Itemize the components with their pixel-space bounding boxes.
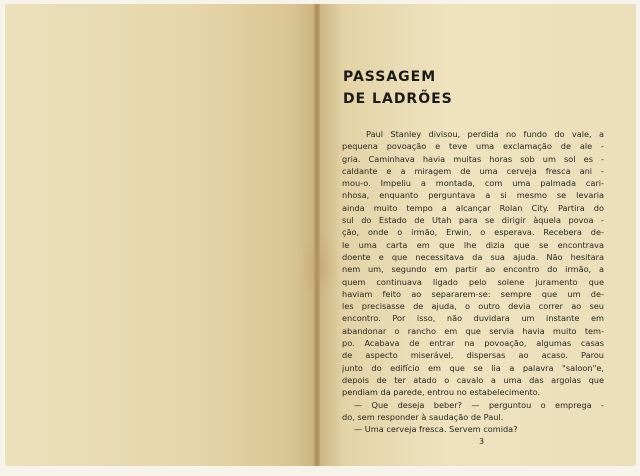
paper-stain [300,230,340,300]
page-number: 3 [479,437,485,446]
dialogue-line: — Uma cerveja fresca. Servem comida? [354,424,518,435]
text-line: de aspecto miserável, dispersas ao acaso. Parou [342,350,604,361]
text-line: pendiam da parede, entrou no estabelecimento. [342,387,541,398]
dialogue-line: — Que deseja beber? — perguntou o emprega - [354,399,604,410]
chapter-title [343,66,453,110]
text-line: pequena povoação e teve uma exclamação de ale - [342,141,604,152]
text-line: les precisasse de ajuda, o outro devia correr ao seu [342,301,604,312]
text-line: gria. Caminhava havia muitas horas sob um sol es - [342,153,604,164]
text-line: abandonar o rancho em que servia havia muito tem- [342,325,604,336]
dialogue-line: do, sem responder à saudação de Paul. [342,411,504,422]
text-line: encontro. Por isso, não duvidara um instante em [342,313,604,324]
chapter-title-line-1: PASSAGEM [343,69,437,85]
text-line: quem continuava ligado pelo solene juramento que [342,276,604,287]
text-line: junto do edifício em que se lia a palavra "saloon"e, [342,362,604,373]
text-line: Paul Stanley divisou, perdida no fundo do vale, a [366,129,604,139]
chapter-title-line-2: DE LADRÕES [343,91,453,107]
text-line: depois de ter atado o cavalo a uma das argolas que [342,374,604,385]
text-line: haviam feito ao separarem-se: sempre que um de- [342,288,604,299]
text-line: nem um, segundo em partir ao encontro do irmão, a [342,264,604,275]
text-line: nhosa, enquanto perguntava a si mesmo se levaria [342,190,604,201]
text-line: sul do Estado de Utah para se dirigir àquela povoa - [342,215,604,226]
left-page-blank [5,4,316,466]
chapter-body-text [342,128,604,435]
text-line: le uma carta em que lhe dizia que se encontrava [342,239,604,250]
text-line: doente e que necessitava da sua ajuda. Não hesitara [342,251,604,262]
text-line: ção, onde o irmão, Erwin, o esperava. Recebera de- [342,227,604,238]
text-line: caldante e a miragem de uma cerveja fresca ani - [342,165,604,176]
text-line: mou-o. Impeliu a montada, com uma palmada cari- [342,178,604,189]
text-line: ainda muito tempo a alcançar Rolan City. Partira do [342,202,604,213]
text-line: po. Acabava de entrar na povoação, algumas casas [342,338,604,349]
